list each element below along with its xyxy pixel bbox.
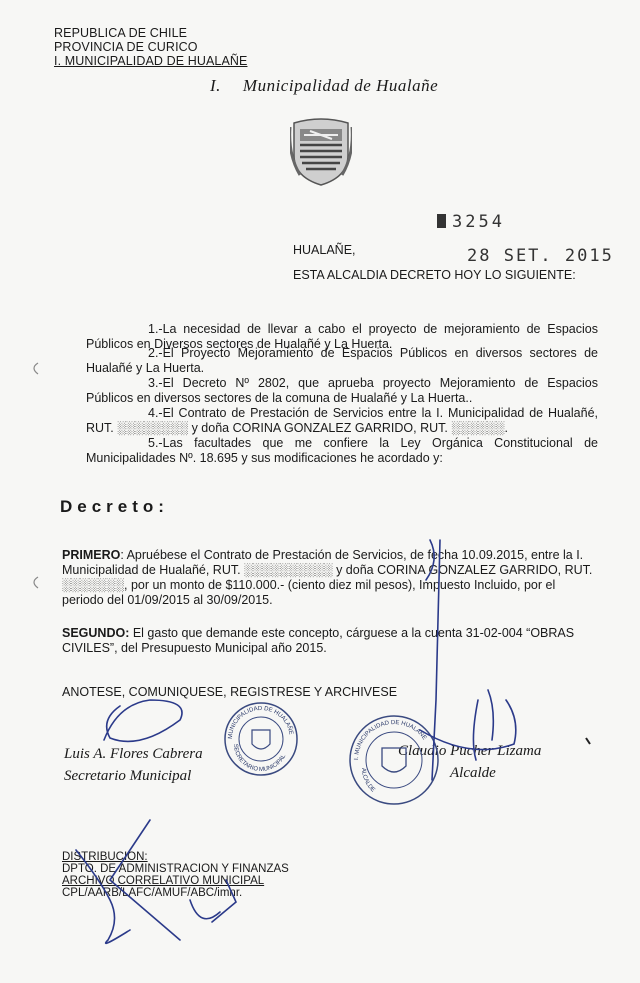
right-seal-top: I. MUNICIPALIDAD DE HUALAÑE: [353, 719, 428, 761]
right-seal-bottom: ALCALDE: [359, 767, 376, 794]
distribution-heading: DISTRIBUCION:: [62, 851, 148, 863]
primero-label: PRIMERO: [62, 548, 121, 562]
segundo-text: El gasto que demande este concepto, cárguese a la cuenta 31-02-004 “OBRAS CIVILES”, del Presupuesto Municipal año 2015.: [62, 626, 575, 655]
decree-date: 28 SET. 2015: [467, 246, 614, 266]
primero-text: : Apruébese el Contrato de Prestación de Servicios, de fecha 10.09.2015, entre la I. Municipalidad de Hualañé, RUT. ░░░░░░░░░░ y doña CORINA GONZALEZ GARRIDO, RUT. ░░░░░░░, por un monto de $110.000.- (ciento diez mil pesos), Impuesto Incluido, por el periodo del 01/09/2015 al 30/09/2015.: [62, 548, 593, 607]
header-line-province: PROVINCIA DE CURICO: [54, 40, 198, 54]
margin-hole-icon-2: [34, 577, 38, 588]
distribution-line-2: ARCHIVO CORRELATIVO MUNICIPAL: [62, 875, 265, 887]
place-label: HUALAÑE,: [293, 243, 356, 257]
considerando-5: 5.-Las facultades que me confiere la Ley Orgánica Constitucional de Municipalidades Nº. 18.695 y sus modificaciones he acordado y:: [86, 436, 598, 465]
initials-scribble-icon: [76, 850, 130, 943]
decree-number: 3254: [437, 212, 505, 232]
header-line-municipality: I. MUNICIPALIDAD DE HUALAÑE: [54, 54, 248, 68]
considerando-3: 3.-El Decreto Nº 2802, que aprueba proyecto Mejoramiento de Espacios Públicos en diversos sectores de la comuna de Hualañé y La Huerta..: [86, 376, 598, 405]
left-seal-top: MUNICIPALIDAD DE HUALAÑE: [227, 705, 294, 740]
decreto-heading: Decreto:: [60, 497, 169, 516]
considerando-2: 2.-El Proyecto Mejoramiento de Espacios Públicos en diversos sectores de Hualañé y La Huerta.: [86, 346, 598, 375]
mark-icon: [586, 738, 590, 744]
left-seal-bottom: SECRETARIO MUNICIPAL: [231, 743, 288, 774]
considerando-4: 4.-El Contrato de Prestación de Servicios entre la I. Municipalidad de Hualañé, RUT. ░░░░░░░░ y doña CORINA GONZALEZ GARRIDO, RUT. ░░░░░░.: [86, 406, 598, 435]
mayor-name: Claudio Pucher Lizama: [398, 743, 542, 759]
distribution-line-1: DPTO. DE ADMINISTRACION Y FINANZAS: [62, 863, 289, 875]
title-name: Municipalidad de Hualañe: [242, 76, 439, 95]
header-line-country: REPUBLICA DE CHILE: [54, 26, 188, 40]
closing-formula: ANOTESE, COMUNIQUESE, REGISTRESE Y ARCHIVESE: [62, 685, 398, 699]
secretary-title: Secretario Municipal: [64, 768, 192, 784]
title-initial: I.: [210, 76, 221, 95]
segundo-label: SEGUNDO:: [62, 626, 130, 640]
secretary-signature-icon: [104, 700, 182, 741]
distribution-line-3: CPL/AARB/LAFC/AMUF/ABC/imnr.: [62, 887, 243, 899]
secretary-name: Luis A. Flores Cabrera: [64, 746, 203, 762]
intro-line: ESTA ALCALDIA DECRETO HOY LO SIGUIENTE:: [293, 268, 576, 282]
considerando-1: 1.-La necesidad de llevar a cabo el proyecto de mejoramiento de Espacios Públicos en Diversos sectores de Hualañé y La Huerta.: [86, 322, 598, 351]
mayor-title: Alcalde: [450, 765, 496, 781]
margin-hole-icon: [34, 363, 38, 374]
